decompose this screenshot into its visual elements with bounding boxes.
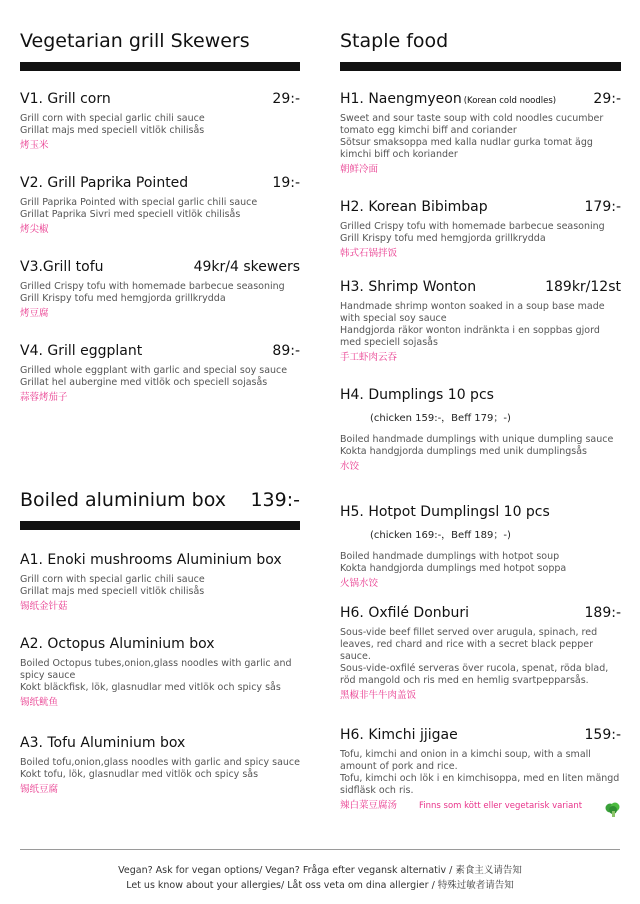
section-title-vegetarian: Vegetarian grill Skewers [20,30,250,52]
item-name: V1. Grill corn [20,91,111,107]
item-description: Boiled Octopus tubes,onion,glass noodles with garlic and spicy sauce Kokt bläckfisk, lök, glasnudlar med vitlök och spicy sås [20,658,292,693]
item-description: Grilled Crispy tofu with homemade barbecue seasoning Grill Krispy tofu med hemgjorda grillkrydda [20,281,285,304]
item-price: 49kr/4 skewers [193,259,300,275]
footer-divider [20,849,620,850]
item-description: Grilled Crispy tofu with homemade barbecue seasoning Grill Krispy tofu med hemgjorda grillkrydda [340,221,605,244]
item-name: A2. Octopus Aluminium box [20,636,215,652]
item-chinese-name: 蒜蓉烤茄子 [20,392,68,403]
section-title-text: Boiled aluminium box [20,489,227,511]
item-price: 89:- [272,343,300,359]
item-name: V3.Grill tofu [20,259,104,275]
menu-item-h3 [340,279,621,364]
item-description: Grill Paprika Pointed with special garlic chili sauce Grillat Paprika Sivri med speciell vitlök chilisås [20,197,258,220]
item-chinese-name: 烤玉米 [20,140,49,151]
item-description: Tofu, kimchi and onion in a kimchi soup, with a small amount of pork and rice. Tofu, kimchi och lök i en kimchisoppa, med en liten mängd sidfläsk och ris. [340,749,620,796]
item-name: H6. Kimchi jjigae [340,727,458,743]
item-chinese-name: 锡纸鱿鱼 [20,697,59,708]
item-chinese-name: 手工虾肉云吞 [340,352,398,363]
item-chinese-row [340,800,621,812]
item-name: V2. Grill Paprika Pointed [20,175,189,191]
item-description: Grilled whole eggplant with garlic and special soy sauce Grillat hel aubergine med vitlök och speciell sojasås [20,365,288,388]
menu-item-a2 [20,636,300,709]
section-divider [340,62,621,71]
item-chinese-name: 黑椒非牛牛肉盖饭 [340,690,417,701]
item-price: 29:- [272,91,300,107]
broccoli-icon [604,802,622,818]
menu-item-h2 [340,199,621,260]
menu-item-v1 [20,91,300,152]
item-name: H2. Korean Bibimbap [340,199,488,215]
menu-item-a1 [20,552,300,613]
menu-item-h5 [340,504,621,590]
item-note: (Korean cold noodles) [463,96,557,106]
item-chinese-name: 锡纸金针菇 [20,601,68,612]
item-chinese-name: 水饺 [340,461,360,472]
menu-item-v2 [20,175,300,236]
variant-note: Finns som kött eller vegetarisk variant [419,801,583,811]
item-name: A3. Tofu Aluminium box [20,735,186,751]
menu-item-v3 [20,259,300,320]
menu-item-h1 [340,91,621,176]
item-name: V4. Grill eggplant [20,343,143,359]
item-price: 189:- [584,605,621,621]
item-price: 29:- [593,91,621,107]
footer-allergy-note: Let us know about your allergies/ Låt oss veta om dina allergier / 特殊过敏者请告知 [126,880,514,891]
menu-item-h6-kimchi [340,727,621,812]
footer-vegan-note: Vegan? Ask for vegan options/ Vegan? Fråga efter vegansk alternativ / 素食主义请告知 [118,865,522,876]
item-chinese-name: 辣白菜豆腐汤 [340,800,398,811]
item-variant-prices: (chicken 169:-，Beff 189；-) [370,530,511,541]
item-name: H4. Dumplings 10 pcs [340,387,494,403]
section-divider [20,62,300,71]
item-name: H6. Oxfilé Donburi [340,605,470,621]
section-price: 139:- [250,489,300,511]
item-description: Boiled handmade dumplings with hotpot soup Kokta handgjorda dumplings med hotpot soppa [340,551,567,574]
item-chinese-name: 锡纸豆腐 [20,784,59,795]
item-description: Handmade shrimp wonton soaked in a soup base made with special soy sauce Handgjorda räkor wonton indränkta i en soppbas gjord med speciell sojasås [340,301,605,348]
item-description: Sweet and sour taste soup with cold noodles cucumber tomato egg kimchi biff and coriander Sötsur smaksoppa med kalla nudlar gurka tomat ägg kimchi biff och koriander [340,113,604,160]
item-chinese-name: 烤豆腐 [20,308,49,319]
menu-item-a3 [20,735,300,796]
item-name: H1. Naengmyeon [340,91,462,107]
menu-item-h6-donburi [340,605,621,702]
item-name: A1. Enoki mushrooms Aluminium box [20,552,282,568]
item-chinese-name: 火锅水饺 [340,578,379,589]
item-description: Sous-vide beef fillet served over arugula, spinach, red leaves, red chard and rice with a secret black pepper sauce. Sous-vide-oxfilé serveras över rucola, spenat, röda blad, röd mangold och ris med en hemlig svartpepparsås. [340,627,609,686]
menu-item-h4 [340,387,621,473]
item-description: Boiled tofu,onion,glass noodles with garlic and spicy sauce Kokt tofu, lök, glasnudlar med vitlök och spicy sås [20,757,300,780]
item-description: Boiled handmade dumplings with unique dumpling sauce Kokta handgjorda dumplings med unik dumplingsås [340,434,614,457]
item-description: Grill corn with special garlic chili sauce Grillat majs med speciell vitlök chilisås [20,574,205,597]
section-title-staple: Staple food [340,30,449,52]
item-chinese-name: 烤尖椒 [20,224,49,235]
menu-item-v4 [20,343,300,404]
item-name: H3. Shrimp Wonton [340,279,477,295]
item-name: H5. Hotpot Dumplingsl 10 pcs [340,504,550,520]
section-divider [20,521,300,530]
item-price: 159:- [584,727,621,743]
item-description: Grill corn with special garlic chili sauce Grillat majs med speciell vitlök chilisås [20,113,205,136]
item-variant-prices: (chicken 159:-，Beff 179；-) [370,413,511,424]
item-price: 179:- [584,199,621,215]
item-price: 189kr/12st [545,279,621,295]
item-chinese-name: 韩式石锅拌饭 [340,248,398,259]
section-title-aluminium [20,489,300,511]
item-chinese-name: 朝鲜冷面 [340,164,379,175]
item-price: 19:- [272,175,300,191]
